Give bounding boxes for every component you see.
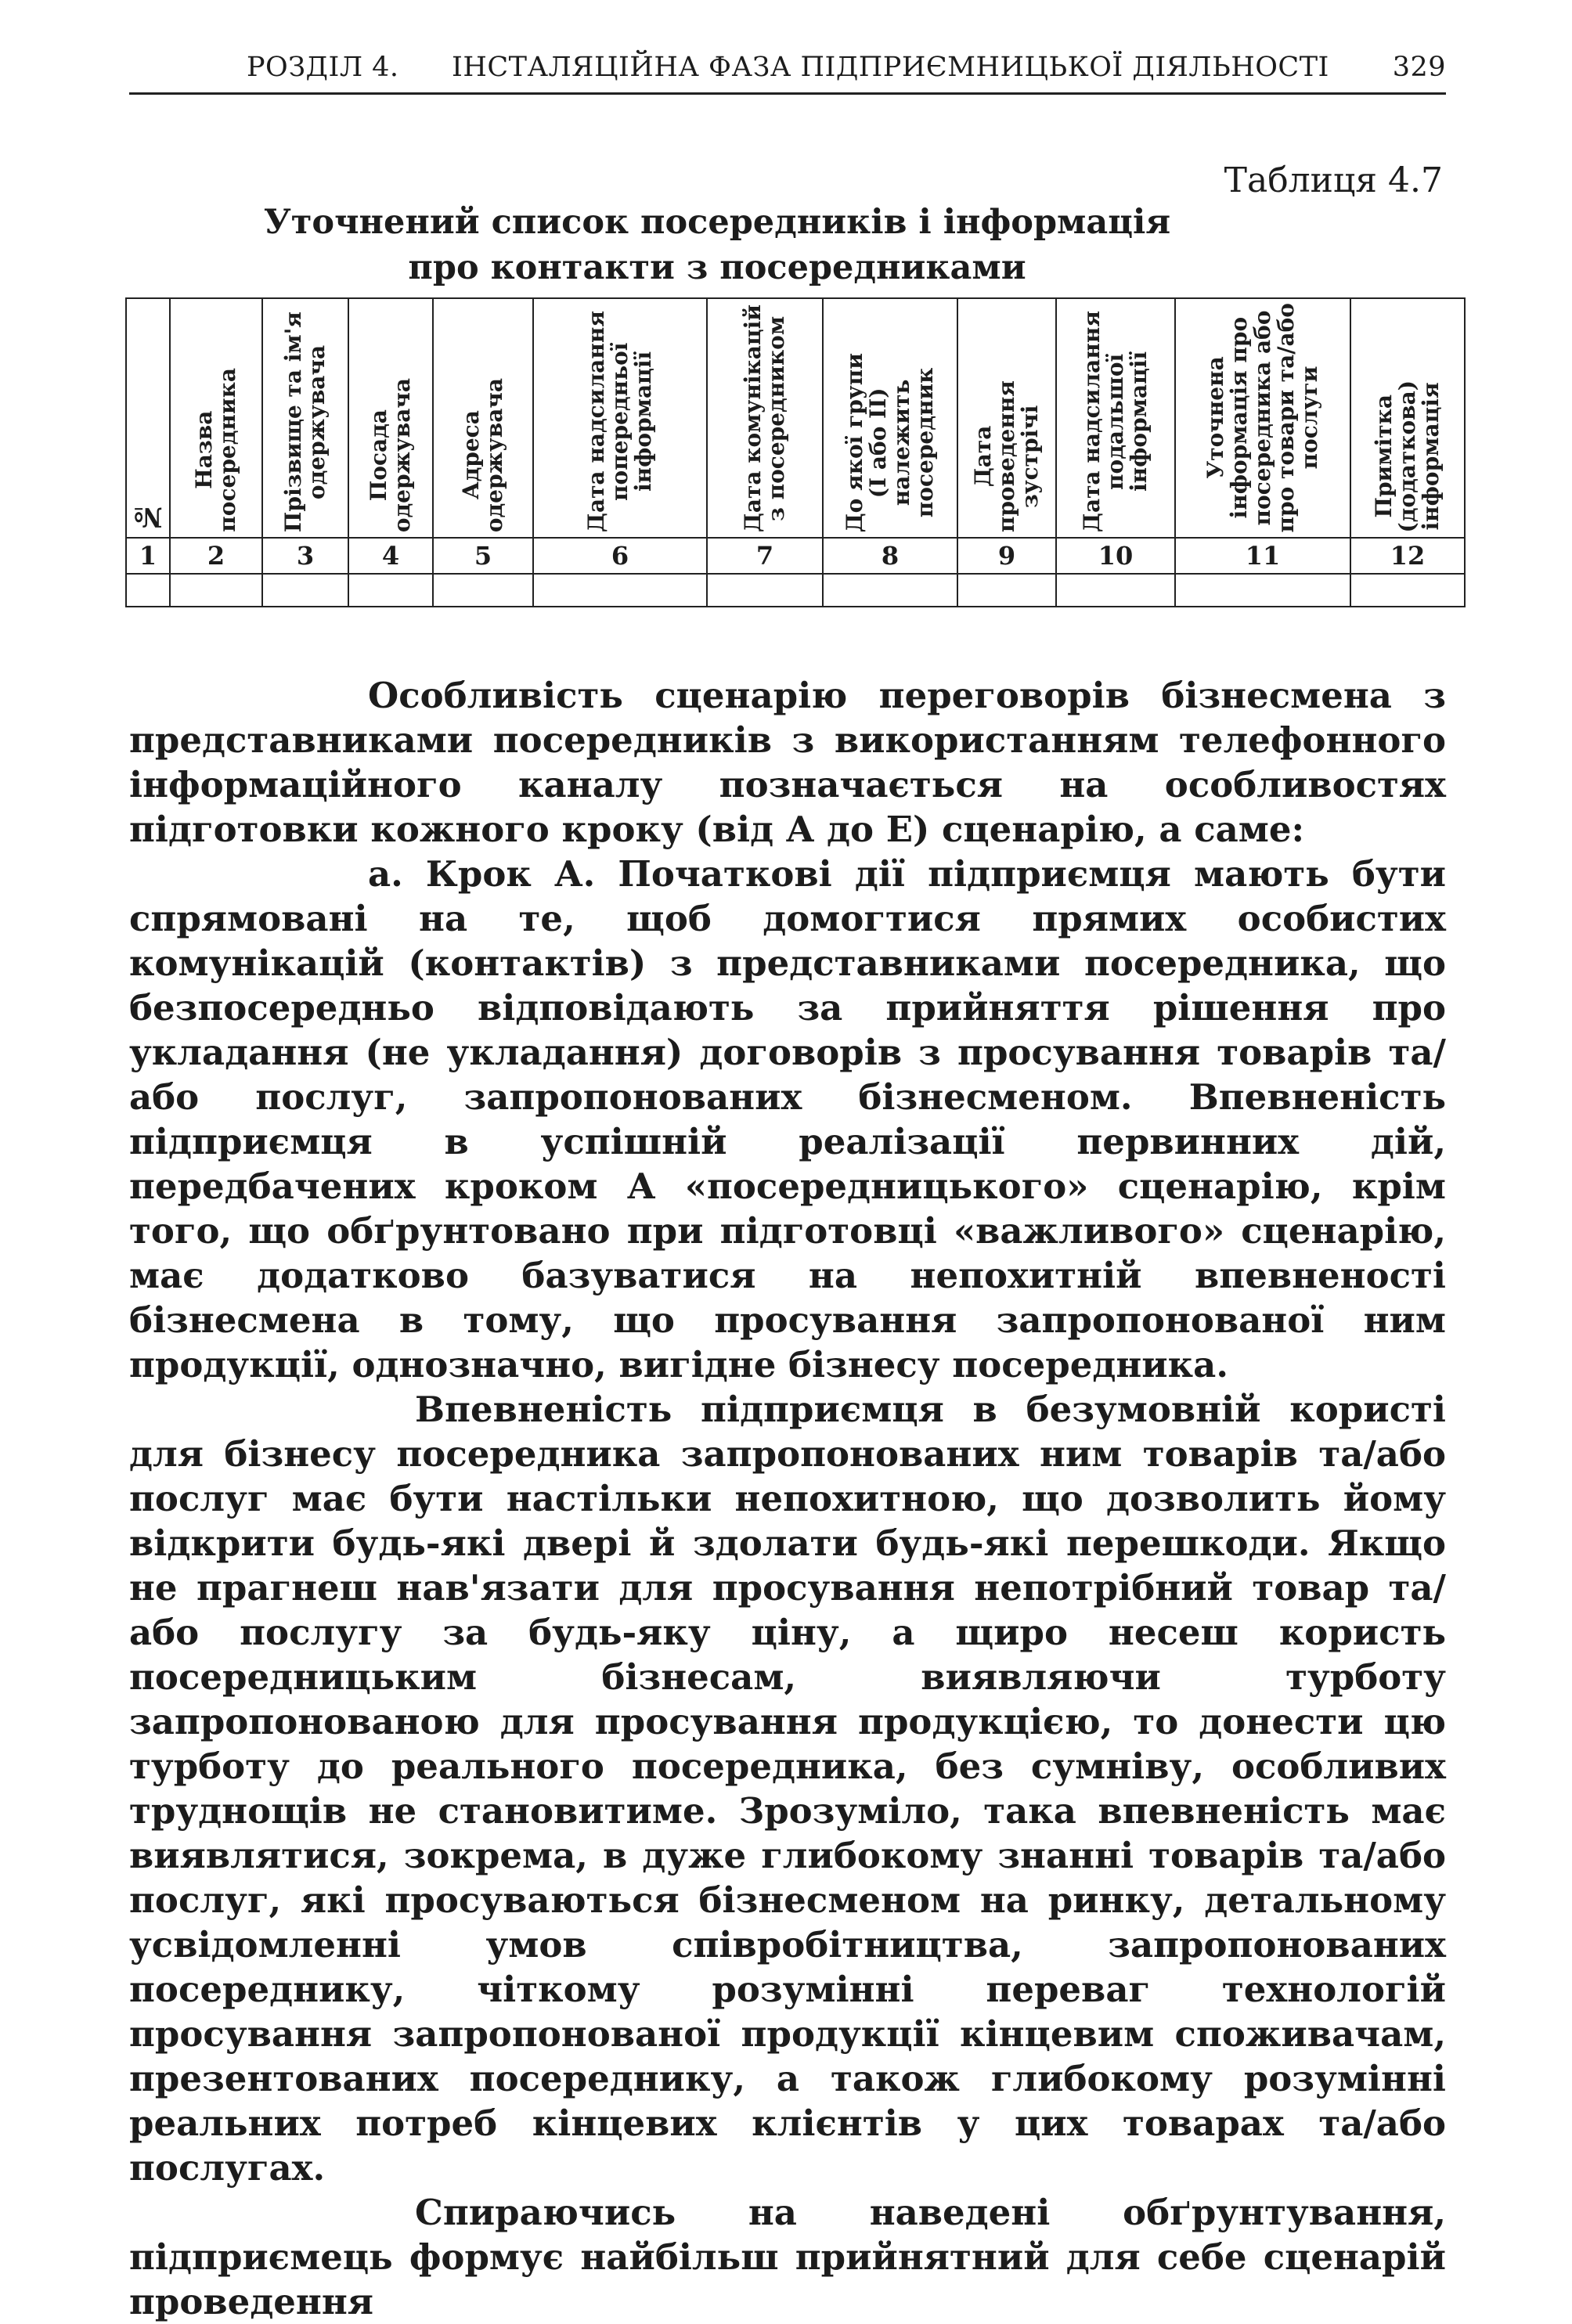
column-header: Назва посередника: [170, 298, 262, 538]
table-cell: [707, 574, 823, 607]
table-cell: [170, 574, 262, 607]
paragraph-4: Спираючись на наведені обґрунтування, підприємець формує найбільш прийнятний для себе сценарій проведення: [129, 2192, 1446, 2322]
table-cell: [1056, 574, 1175, 607]
column-header: Дата комунікацій з посередником: [707, 298, 823, 538]
table-title-line-1: Уточнений список посередників і інформація: [263, 203, 1171, 242]
table-cell: [957, 574, 1056, 607]
column-header: Дата надсилання попередньої інформації: [533, 298, 707, 538]
column-header: До якої групи (І або ІІ) належить посередник: [823, 298, 957, 538]
table-cell: [823, 574, 957, 607]
column-number: 2: [170, 538, 262, 574]
table-cell: [433, 574, 533, 607]
column-header: Примітка (додаткова) інформація: [1350, 298, 1465, 538]
intermediaries-table: [125, 297, 1466, 607]
column-number: 12: [1350, 538, 1465, 574]
table-number: Таблиця 4.7: [1224, 160, 1443, 200]
table-title: [129, 200, 1446, 290]
column-header: №: [126, 298, 170, 538]
column-number: 1: [126, 538, 170, 574]
paragraph-1: Особливість сценарію переговорів бізнесмена з представниками посередників з використанням телефонного інформаційного каналу позначається на особливостях підготовки кожного кроку (від А до Е) сценарію, а саме:: [129, 675, 1446, 850]
table-cell: [1175, 574, 1350, 607]
table-cell: [262, 574, 348, 607]
table-header-row: [126, 298, 1465, 538]
paragraph-3: Впевненість підприємця в безумовній користі для бізнесу посередника запропонованих ним товарів та/або послуг має бути настільки непохитною, що дозволить йому відкрити будь-які двері й здолати будь-які перешкоди. Якщо не прагнеш нав'язати для просування непотрібний товар та/або послугу за будь-яку ціну, а щиро несеш користь посередницьким бізнесам, виявляючи турботу запропонованою для просування продукцією, то донести цю турботу до реального посередника, без сумніву, особливих труднощів не становитиме. Зрозуміло, така впевненість має виявлятися, зокрема, в дуже глибокому знанні товарів та/або послуг, які просуваються бізнесменом на ринку, детальному усвідомленні умов співробітництва, запропонованих посереднику, чіткому розумінні переваг технологій просування запропонованої продукції кінцевим споживачам, презентованих посереднику, а також глибокому розумінні реальних потреб кінцевих клієнтів у цих товарах та/або послугах.: [129, 1389, 1446, 2189]
table-cell: [1350, 574, 1465, 607]
column-header: Прізвище та ім'я одержувача: [262, 298, 348, 538]
column-number: 7: [707, 538, 823, 574]
table-empty-row: [126, 574, 1465, 607]
column-number: 10: [1056, 538, 1175, 574]
table-title-line-2: про контакти з посередниками: [408, 248, 1026, 287]
column-header: Уточнена інформація про посередника або про товари та/або послуги: [1175, 298, 1350, 538]
column-header: Посада одержувача: [348, 298, 433, 538]
paragraph-2: а. Крок А. Початкові дії підприємця мають бути спрямовані на те, щоб домогтися прямих особистих комунікацій (контактів) з представниками посередника, що безпосередньо відповідають за прийняття рішення про укладання (не укладання) договорів з просування товарів та/або послуг, запропонованих бізнесменом. Впевненість підприємця в успішній реалізації первинних дій, передбачених кроком А «посередницького» сценарію, крім того, що обґрунтовано при підготовці «важливого» сценарію, має додатково базуватися на непохитній впевненості бізнесмена в тому, що просування запропонованої ним продукції, однозначно, вигідне бізнесу посередника.: [129, 853, 1446, 1385]
chapter-label: РОЗДІЛ 4.: [247, 52, 399, 83]
column-number: 6: [533, 538, 707, 574]
column-header: Адреса одержувача: [433, 298, 533, 538]
running-head: [129, 49, 1446, 95]
body-text: [129, 673, 1446, 2324]
table-cell: [348, 574, 433, 607]
column-number: 3: [262, 538, 348, 574]
table-cell: [533, 574, 707, 607]
chapter-title: ІНСТАЛЯЦІЙНА ФАЗА ПІДПРИЄМНИЦЬКОЇ ДІЯЛЬНОСТІ: [452, 52, 1329, 83]
column-number: 11: [1175, 538, 1350, 574]
column-number: 9: [957, 538, 1056, 574]
column-number-row: [126, 538, 1465, 574]
column-header: Дата проведення зустрічі: [957, 298, 1056, 538]
table-cell: [126, 574, 170, 607]
column-header: Дата надсилання подальшої інформації: [1056, 298, 1175, 538]
column-number: 5: [433, 538, 533, 574]
page-number: 329: [1392, 52, 1446, 83]
column-number: 4: [348, 538, 433, 574]
column-number: 8: [823, 538, 957, 574]
